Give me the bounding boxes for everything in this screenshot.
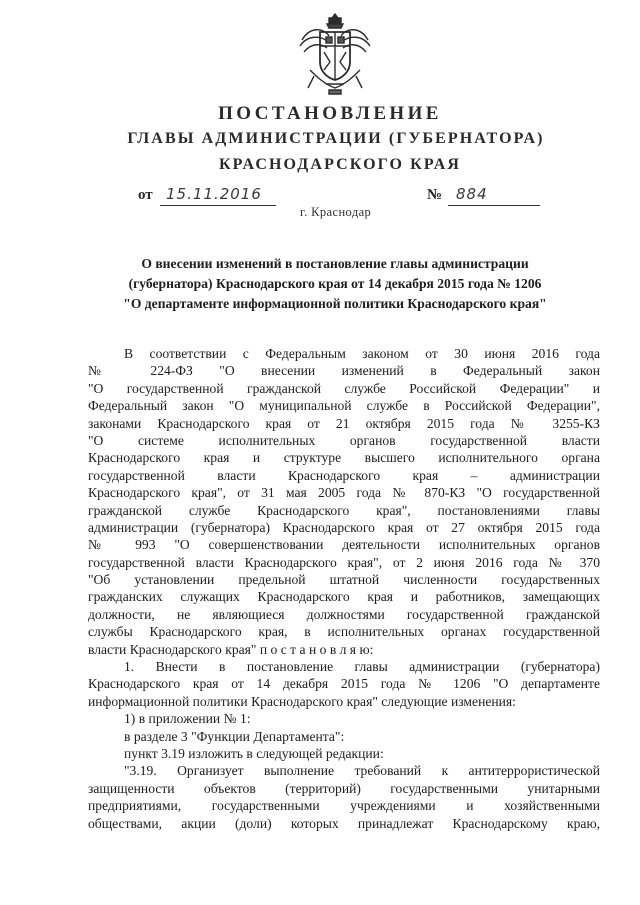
number-label: № — [427, 187, 443, 203]
body-line: в разделе 3 "Функции Департамента": — [124, 728, 345, 744]
city: г. Краснодар — [300, 205, 372, 219]
body-line: информационной политики Краснодарского края" следующие изменения: — [88, 693, 516, 709]
body-line: должности, не являющиеся должностями государственной гражданской — [88, 606, 600, 622]
body-line: предприятиями, государственными учреждениями и хозяйственными — [88, 798, 600, 814]
body-line: Краснодарского края и структуре высшего исполнительного органа — [88, 450, 600, 466]
body-line: Краснодарского края", от 31 мая 2005 года № 870-КЗ "О государственной — [88, 485, 600, 501]
issuer-heading: ГЛАВЫ АДМИНИСТРАЦИИ (ГУБЕРНАТОРА) — [127, 130, 545, 147]
body-line: службы Краснодарского края, в исполнительных органах государственной — [88, 624, 600, 640]
title-line: (губернатора) Краснодарского края от 14 декабря 2015 года № 1206 — [128, 276, 542, 291]
body-line: защищенности объектов (территорий) государственными унитарными — [88, 780, 600, 796]
body-line: пункт 3.19 изложить в следующей редакции: — [124, 745, 384, 761]
title-line: О внесении изменений в постановление главы администрации — [141, 256, 529, 271]
body-line: государственной власти Краснодарского края", от 2 июня 2016 года № 370 — [88, 554, 600, 570]
body-line: Краснодарского края от 14 декабря 2015 года № 1206 "О департаменте — [88, 676, 600, 692]
document-title — [90, 254, 580, 314]
body-line: 1) в приложении № 1: — [124, 711, 251, 727]
body-line: № 993 "О совершенствовании деятельности исполнительных органов — [88, 537, 600, 553]
body-line: "О системе исполнительных органов государственной власти — [88, 432, 600, 448]
body-line: № 224-ФЗ "О внесении изменений в Федеральный закон — [88, 363, 600, 379]
document-type-heading: ПОСТАНОВЛЕНИЕ — [218, 103, 442, 124]
title-line: "О департаменте информационной политики Краснодарского края" — [123, 296, 547, 311]
body-line: государственной власти Краснодарского края – администрации — [88, 467, 600, 483]
body-line: В соответствии с Федеральным законом от 30 июня 2016 года — [124, 346, 600, 361]
body-line: "Об установлении предельной штатной численности государственных — [88, 572, 600, 588]
date-label: от — [138, 187, 153, 203]
region-heading: КРАСНОДАРСКОГО КРАЯ — [218, 156, 462, 173]
date-value: 15.11.2016 — [160, 183, 276, 206]
body-line: "О государственной гражданской службе Российской Федерации" и — [88, 380, 600, 396]
body-line: 1. Внести в постановление главы администрации (губернатора) — [124, 659, 600, 675]
body-line: Федеральный закон "О муниципальной службе в Российской Федерации", — [88, 398, 600, 414]
coat-of-arms-icon — [296, 10, 374, 98]
body-line: "3.19. Организует выполнение требований к антитеррористической — [124, 763, 600, 779]
document-body — [88, 345, 600, 832]
number-value: 884 — [448, 183, 540, 206]
body-line: власти Краснодарского края" п о с т а н о в л я ю: — [88, 641, 374, 657]
body-line: гражданских служащих Краснодарского края и работников, замещающих — [88, 589, 600, 605]
body-line: законами Краснодарского края от 21 октября 2015 года № 3255-КЗ — [88, 415, 600, 431]
body-line: гражданской службе Краснодарского края", постановлениями главы — [88, 502, 600, 518]
body-line: обществами, акции (доли) которых принадлежат Краснодарскому краю, — [88, 815, 600, 831]
body-line: администрации (губернатора) Краснодарского края от 27 октября 2015 года — [88, 519, 600, 535]
